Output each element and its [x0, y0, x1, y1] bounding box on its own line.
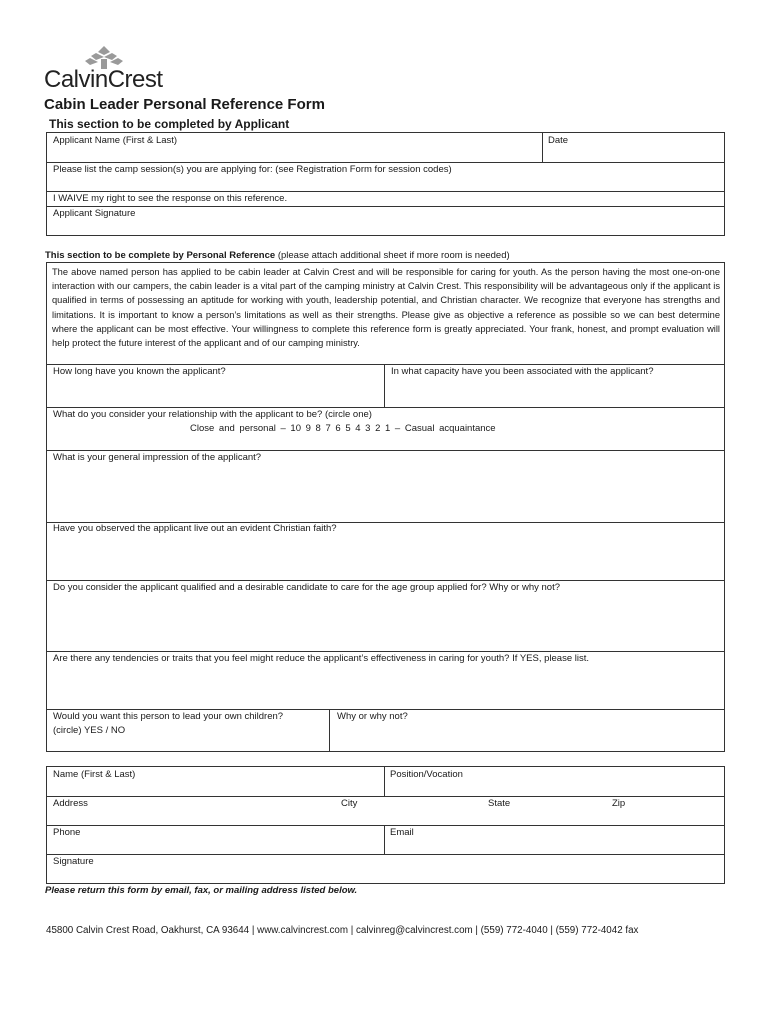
camp-sessions-field[interactable]: Please list the camp session(s) you are applying for: (see Registration Form for session codes) — [53, 164, 452, 175]
position-vocation-field[interactable]: Position/Vocation — [390, 769, 463, 780]
return-instructions: Please return this form by email, fax, or mailing address listed below. — [45, 885, 358, 896]
reference-name-field[interactable]: Name (First & Last) — [53, 769, 136, 780]
reference-heading-note: (please attach additional sheet if more room is needed) — [275, 250, 510, 261]
city-field[interactable]: City — [341, 798, 358, 809]
form-title: Cabin Leader Personal Reference Form — [44, 96, 325, 113]
email-field[interactable]: Email — [390, 827, 414, 838]
reference-heading-bold: This section to be complete by Personal Reference — [45, 250, 276, 261]
applicant-section — [46, 132, 725, 236]
reference-contact-section — [46, 766, 725, 884]
reference-section-heading — [45, 250, 510, 261]
reference-signature-field[interactable]: Signature — [53, 856, 94, 867]
yes-no-choice[interactable]: (circle) YES / NO — [53, 725, 126, 736]
phone-field[interactable]: Phone — [53, 827, 81, 838]
applicant-signature-field[interactable]: Applicant Signature — [53, 208, 136, 219]
relationship-scale[interactable]: Close and personal – 10 9 8 7 6 5 4 3 2 1 – Casual acquaintance — [190, 423, 496, 434]
contact-address-line: 45800 Calvin Crest Road, Oakhurst, CA 93644 | www.calvincrest.com | calvinreg@calvincrest.com | (559) 772-4040 | (559) 772-4042 fax — [46, 925, 639, 936]
zip-field[interactable]: Zip — [612, 798, 626, 809]
own-children-question: Would you want this person to lead your own children? — [53, 711, 284, 722]
christian-faith-field[interactable]: Have you observed the applicant live out an evident Christian faith? — [53, 523, 337, 534]
state-field[interactable]: State — [488, 798, 511, 809]
applicant-section-heading: This section to be completed by Applicant — [49, 117, 290, 131]
why-or-why-not-field[interactable]: Why or why not? — [337, 711, 408, 722]
applicant-name-field[interactable]: Applicant Name (First & Last) — [53, 135, 178, 146]
general-impression-field[interactable]: What is your general impression of the applicant? — [53, 452, 262, 463]
date-field[interactable]: Date — [548, 135, 569, 146]
reference-intro-paragraph: The above named person has applied to be cabin leader at Calvin Crest and will be responsible for caring for youth. As the person having the most one-on-one interaction with our campers, the cabin leader is a vital part of the camping ministry at Calvin Crest. This responsibility will be advantageous only if the applicant is qualified in terms of possessing an aptitude for working with youth, leadership potential, and Christian character. We recognize that everyone has strengths and limitations. It is important to know a person’s limitations as well as their strengths. Please give as objective a reference as possible so we can best determine where the applicant can be most effective. Your willingness to complete this reference form is greatly appreciated. Your frank, honest, and prompt evaluation will help protect the future interest of the applicant and of our camping ministry. — [52, 267, 720, 349]
capacity-field[interactable]: In what capacity have you been associated with the applicant? — [391, 366, 654, 377]
logo-text: CalvinCrest — [44, 66, 163, 93]
tendencies-field[interactable]: Are there any tendencies or traits that you feel might reduce the applicant’s effectiveness in caring for youth? If YES, please list. — [53, 653, 589, 664]
calvin-crest-logo — [44, 44, 164, 96]
address-field[interactable]: Address — [53, 798, 88, 809]
how-long-known-field[interactable]: How long have you known the applicant? — [53, 366, 226, 377]
qualified-candidate-field[interactable]: Do you consider the applicant qualified and a desirable candidate to care for the age group applied for? Why or why not? — [53, 582, 560, 593]
waiver-text: I WAIVE my right to see the response on this reference. — [53, 193, 288, 204]
relationship-question: What do you consider your relationship with the applicant to be? (circle one) — [53, 409, 372, 420]
